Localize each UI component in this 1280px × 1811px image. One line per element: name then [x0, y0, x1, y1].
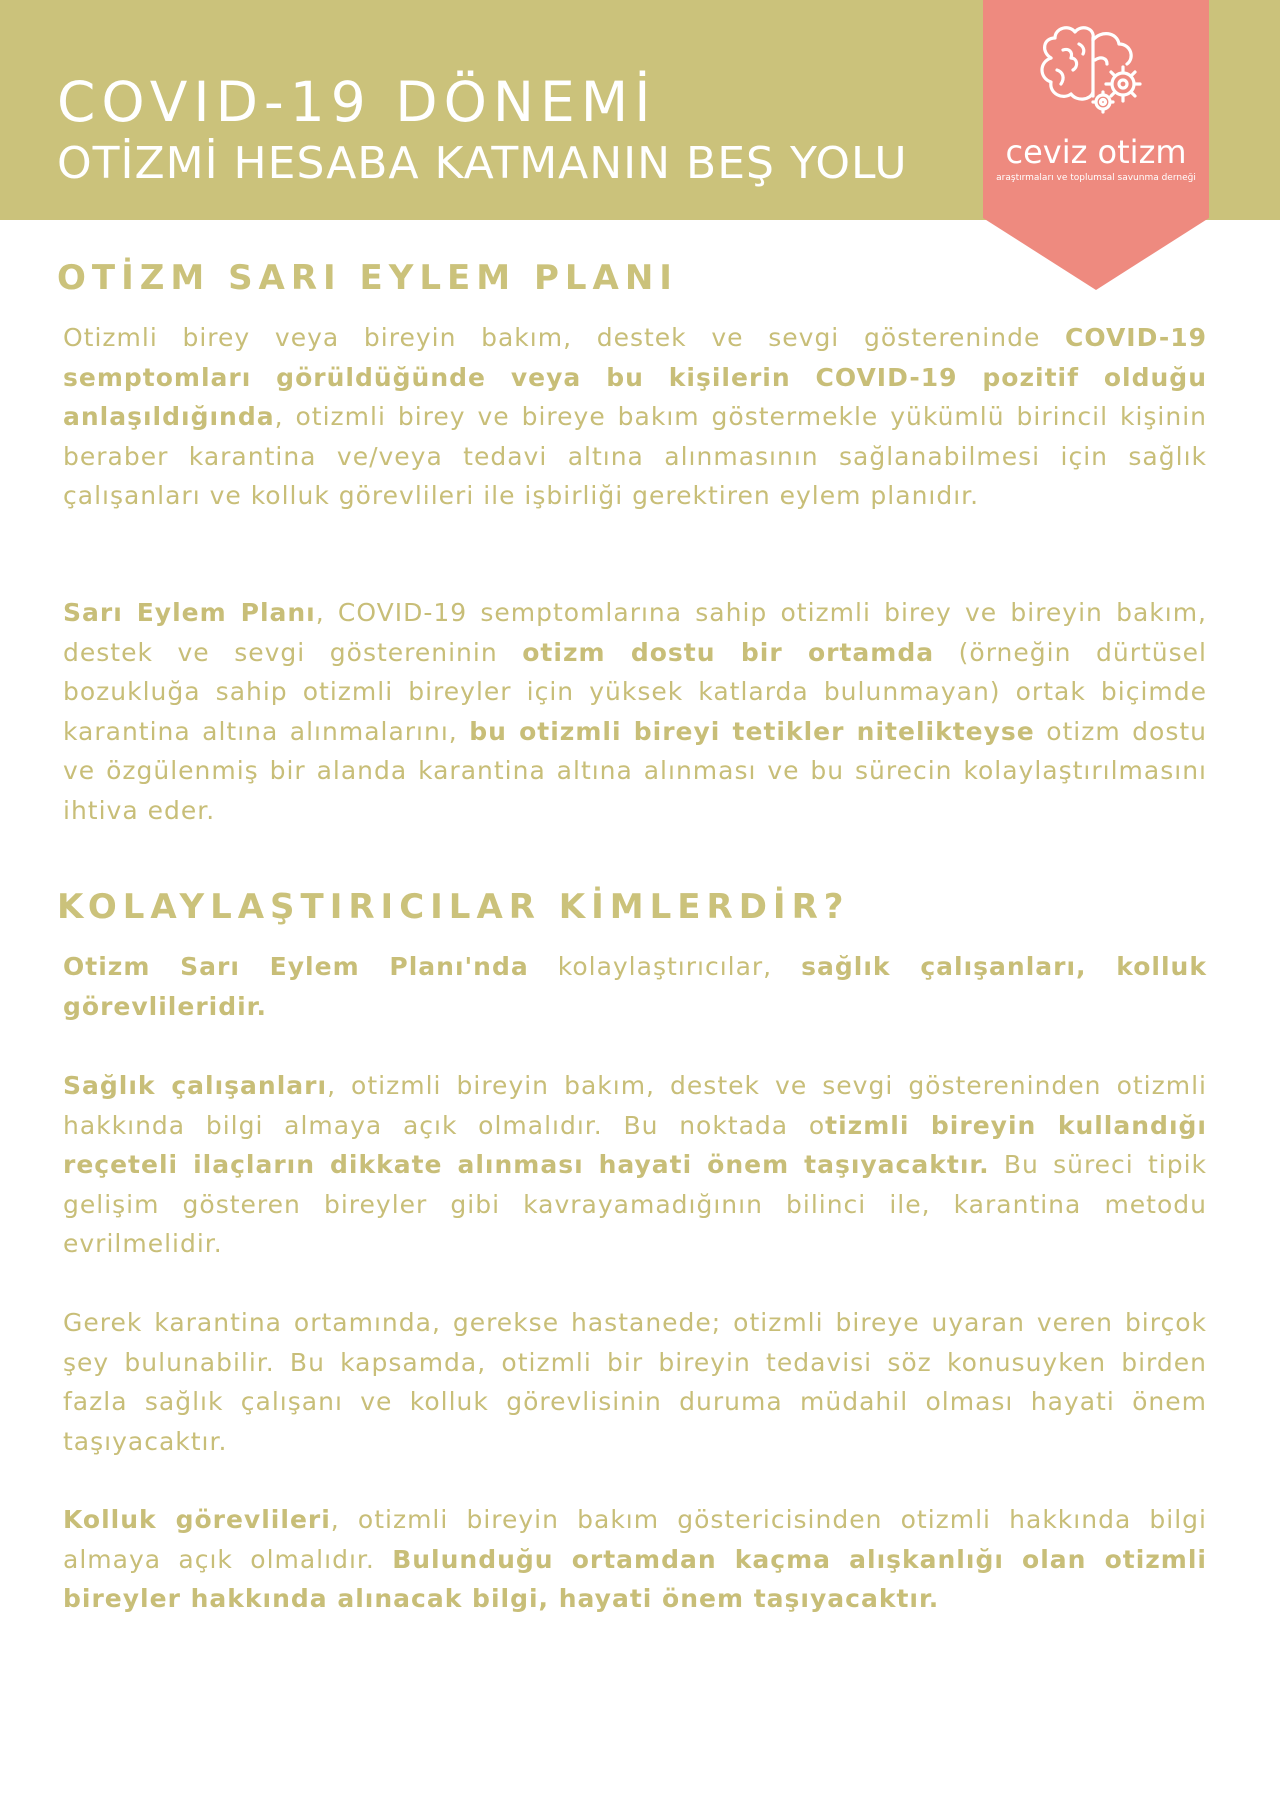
bold-text-run: tizmli bireyin kullandığı reçeteli ilaçların dikkate alınması hayati önem taşıyacaktır.: [63, 1110, 1207, 1179]
bold-text-run: Sarı Eylem Planı: [63, 598, 316, 627]
text-run: Gerek karantina ortamında, gerekse hastanede; otizmli bireye uyaran veren birçok şey bulunabilir. Bu kapsamda, otizmli bir bireyin tedavisi söz konusuyken birden fazla sağlık çalışanı ve kolluk görevlisinin duruma müdahil olması hayati önem taşıyacaktır.: [63, 1308, 1207, 1456]
bold-text-run: COVID-19 semptomları görüldüğünde veya bu kişilerin COVID-19 pozitif olduğu anlaşıldığında: [63, 323, 1207, 431]
bold-text-run: otizm dostu bir ortamda: [522, 637, 935, 667]
bold-text-run: sağlık çalışanları, kolluk görevlileridir.: [63, 952, 1207, 1021]
logo-tagline: araştırmaları ve toplumsal savunma derneği: [996, 173, 1196, 183]
section-heading-sari-eylem-plani: OTİZM SARI EYLEM PLANI: [57, 258, 678, 298]
text-run: Bu süreci tipik gelişim gösteren bireyler gibi kavrayamadığının bilinci ile, karantina metodu evrilmelidir.: [63, 1150, 1207, 1258]
paragraph: [63, 1303, 1207, 1461]
paragraph: [63, 593, 1207, 830]
paragraph: [63, 947, 1207, 1026]
paragraph: [63, 318, 1207, 516]
page-subtitle: OTİZMİ HESABA KATMANIN BEŞ YOLU: [57, 138, 908, 189]
text-run: (örneğin dürtüsel bozukluğa sahip otizmli bireyler için yüksek katlarda bulunmayan) ortak biçimde karantina altına alınmalarını,: [63, 637, 1207, 746]
bold-text-run: bu otizmli bireyi tetikler nitelikteyse: [469, 716, 1035, 746]
bold-text-run: Otizm Sarı Eylem Planı'nda: [63, 952, 529, 981]
page-title: COVID-19 DÖNEMİ: [57, 70, 657, 134]
section-heading-kolaylastiricilar: KOLAYLAŞTIRICILAR KİMLERDİR?: [57, 887, 850, 927]
bold-text-run: Bulunduğu ortamdan kaçma alışkanlığı olan otizmli bireyler hakkında alınacak bilgi, hayati önem taşıyacaktır.: [63, 1544, 1207, 1613]
bold-text-run: Sağlık çalışanları: [63, 1071, 328, 1100]
logo-wordmark: ceviz otizm: [1005, 133, 1187, 171]
paragraph: [63, 1066, 1207, 1264]
bold-text-run: Kolluk görevlileri: [63, 1505, 331, 1534]
paragraph: [63, 1500, 1207, 1619]
text-run: kolaylaştırıcılar,: [528, 952, 802, 981]
text-run: , otizmli birey ve bireye bakım göstermekle yükümlü birincil kişinin beraber karantina ve/veya tedavi altına alınmasının sağlanabilmesi için sağlık çalışanları ve kolluk görevlileri ile işbirliği gerektiren eylem planıdır.: [63, 402, 1207, 510]
text-run: , otizmli bireyin bakım, destek ve sevgi göstereninden otizmli hakkında bilgi almaya açık olmalıdır. Bu noktada o: [63, 1071, 1207, 1140]
text-run: Otizmli birey veya bireyin bakım, destek ve sevgi göstereninde: [63, 323, 1066, 352]
text-run: , otizmli bireyin bakım göstericisinden otizmli hakkında bilgi almaya açık olmalıdır.: [63, 1505, 1207, 1574]
text-run: , COVID-19 semptomlarına sahip otizmli birey ve bireyin bakım, destek ve sevgi göstereninin: [63, 598, 1207, 667]
text-run: otizm dostu ve özgülenmiş bir alanda karantina altına alınması ve bu sürecin kolaylaştırılmasını ihtiva eder.: [63, 716, 1207, 825]
